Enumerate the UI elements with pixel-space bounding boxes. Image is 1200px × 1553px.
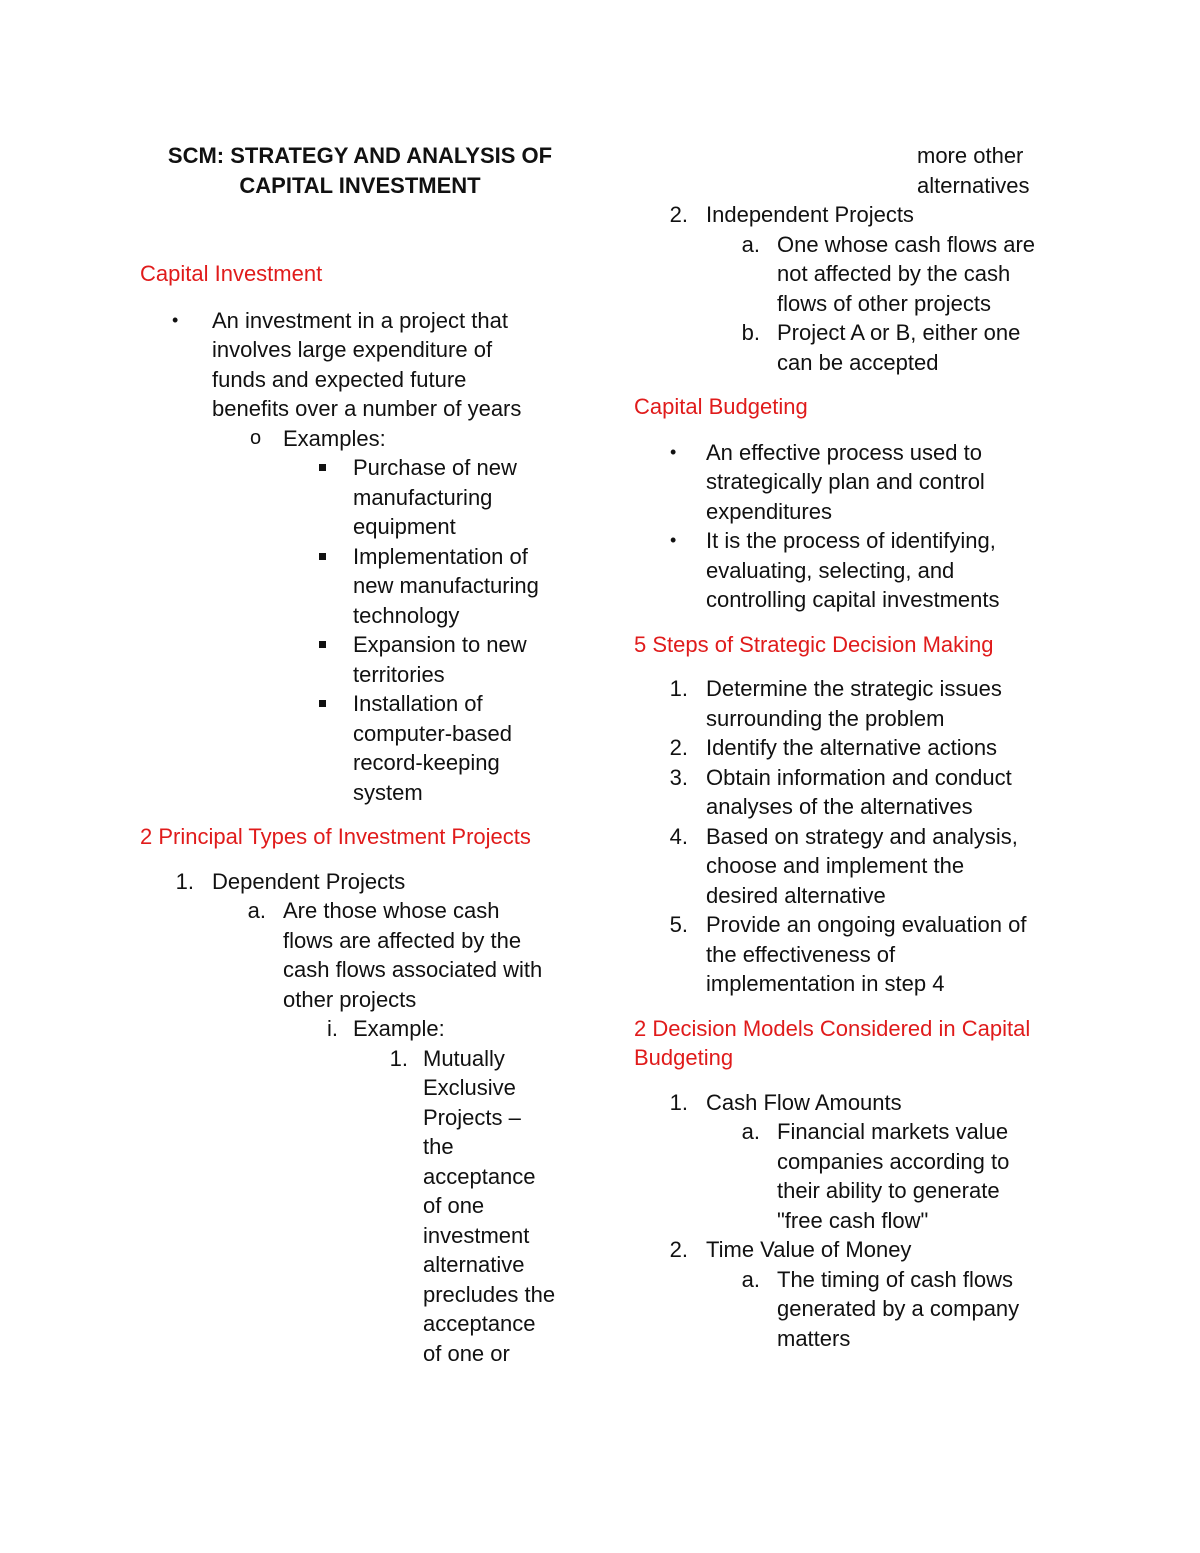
left-column [140,141,580,1368]
example-line: record-keeping [353,750,500,775]
heading-line: Budgeting [634,1045,734,1070]
list-marker: b. [741,320,760,345]
list-marker: a. [741,1266,760,1292]
list-marker: 2. [669,202,688,227]
model-item [634,1088,1074,1118]
bullet-line: benefits over a number of years [212,396,522,421]
five-steps-list [634,674,1074,999]
step-line: Identify the alternative actions [706,735,998,760]
list-marker: 2. [669,735,688,760]
example-line: Installation of [353,691,483,716]
exclusive-line: investment [423,1222,530,1248]
exclusive-line: alternative [423,1252,525,1277]
step-line: Determine the strategic issues [706,676,1002,701]
example-line: system [353,779,423,805]
list-marker: a. [247,898,266,923]
step-line: Provide an ongoing evaluation of [706,912,1027,937]
budgeting-bullet [634,526,1074,615]
bullet-line: An effective process used to [706,439,982,465]
exclusive-line: precludes the [423,1281,556,1307]
bullet-line: funds and expected future [212,366,467,392]
exclusive-line: acceptance [423,1163,536,1189]
bullet-line: An investment in a project that [212,307,508,333]
step-line: surrounding the problem [706,705,945,731]
step-line: analyses of the alternatives [706,794,973,819]
model-sub-line: matters [777,1325,851,1351]
list-marker: a. [741,1119,760,1144]
heading-capital-investment: Capital Investment [140,261,323,286]
example-line: territories [353,661,445,687]
dependent-label: Dependent Projects [212,868,406,894]
example-item [140,689,580,807]
heading-five-steps: 5 Steps of Strategic Decision Making [634,631,994,657]
examples-item [140,424,580,454]
example-label: Example: [353,1016,445,1041]
list-marker: 1. [389,1045,408,1071]
heading-line: 2 Decision Models Considered in Capital [634,1015,1031,1041]
heading-decision-models [634,1014,1074,1073]
heading-principal-types: 2 Principal Types of Investment Projects [140,824,531,849]
exclusive-line: of one [423,1193,485,1218]
example-line: Expansion to new [353,632,527,657]
exclusive-line: Exclusive [423,1075,516,1100]
dependent-a-line: Are those whose cash [283,898,500,923]
list-marker: 1. [669,1089,688,1115]
independent-projects [634,200,1074,377]
model-sub-line: "free cash flow" [777,1207,929,1233]
square-bullet-icon [319,641,326,648]
step-line: Obtain information and conduct [706,764,1012,790]
document-title-line2: CAPITAL INVESTMENT [239,172,481,198]
exclusive-line: of one or [423,1340,510,1366]
step-line: desired alternative [706,882,886,908]
example-item [140,453,580,542]
step-item [634,822,1074,911]
independent-a-line: not affected by the cash [777,261,1011,286]
independent-a-line: One whose cash flows are [777,231,1036,257]
decision-models-list [634,1088,1074,1354]
model-sub-line: companies according to [777,1148,1010,1174]
model-sub-item [634,1265,1074,1354]
independent-a-line: flows of other projects [777,290,991,316]
bullet-line: It is the process of identifying, [706,528,996,553]
list-marker: 5. [669,912,688,937]
bullet-line: expenditures [706,498,832,524]
exclusive-line: Mutually [423,1045,505,1071]
exclusive-line: alternatives [917,172,1030,198]
list-marker: 3. [669,764,688,790]
step-item [634,733,1074,763]
exclusive-line: more other [917,143,1024,168]
independent-b-line: can be accepted [777,349,939,375]
bullet-marker: • [670,530,677,550]
dependent-a-line: other projects [283,986,417,1012]
budgeting-bullet [634,438,1074,527]
list-marker: 1. [175,868,194,894]
bullet-marker: • [172,309,179,330]
model-sub-item [634,1117,1074,1235]
examples-label: Examples: [283,425,386,451]
model-label: Time Value of Money [706,1237,912,1262]
dependent-a-line: cash flows associated with [283,957,543,982]
example-line: manufacturing [353,484,493,510]
dependent-a-line: flows are affected by the [283,927,522,953]
independent-b-line: Project A or B, either one [777,320,1021,345]
exclusive-line: Projects – [423,1104,521,1130]
capital-budgeting-bullets [634,438,1074,615]
model-sub-line: Financial markets value [777,1119,1009,1144]
capital-investment-bullet [140,306,580,808]
example-line: Purchase of new [353,455,517,480]
step-item [634,674,1074,733]
sub-bullet-marker: o [250,426,262,449]
document-title-line1: SCM: STRATEGY AND ANALYSIS OF [167,143,553,168]
bullet-marker: • [670,441,677,462]
bullet-line: involves large expenditure of [212,337,493,362]
example-line: technology [353,602,460,628]
model-sub-line: The timing of cash flows [777,1266,1013,1292]
example-item [140,630,580,689]
exclusive-continued [634,141,1074,200]
dependent-projects [140,867,580,1369]
model-label: Cash Flow Amounts [706,1089,902,1115]
exclusive-line: the [423,1134,454,1159]
right-column [634,141,1074,1353]
independent-label: Independent Projects [706,202,914,227]
model-item [634,1235,1074,1265]
heading-capital-budgeting: Capital Budgeting [634,394,808,419]
step-item [634,763,1074,822]
model-sub-line: generated by a company [777,1296,1020,1321]
example-line: Implementation of [353,543,528,569]
square-bullet-icon [319,553,326,560]
bullet-line: strategically plan and control [706,469,985,494]
exclusive-line: acceptance [423,1311,536,1336]
square-bullet-icon [319,700,326,707]
square-bullet-icon [319,464,326,471]
step-line: implementation in step 4 [706,971,945,996]
step-line: choose and implement the [706,853,965,878]
bullet-line: controlling capital investments [706,587,1000,612]
step-line: the effectiveness of [706,941,896,967]
list-marker: i. [327,1016,338,1041]
list-marker: 4. [669,823,688,849]
bullet-line: evaluating, selecting, and [706,557,955,583]
example-line: equipment [353,514,456,539]
list-marker: 2. [669,1237,688,1262]
step-item [634,910,1074,999]
step-line: Based on strategy and analysis, [706,823,1018,849]
example-line: computer-based [353,720,512,746]
list-marker: a. [741,231,760,257]
model-sub-line: their ability to generate [777,1178,1000,1203]
list-marker: 1. [669,676,688,701]
example-line: new manufacturing [353,573,539,598]
example-item [140,542,580,631]
